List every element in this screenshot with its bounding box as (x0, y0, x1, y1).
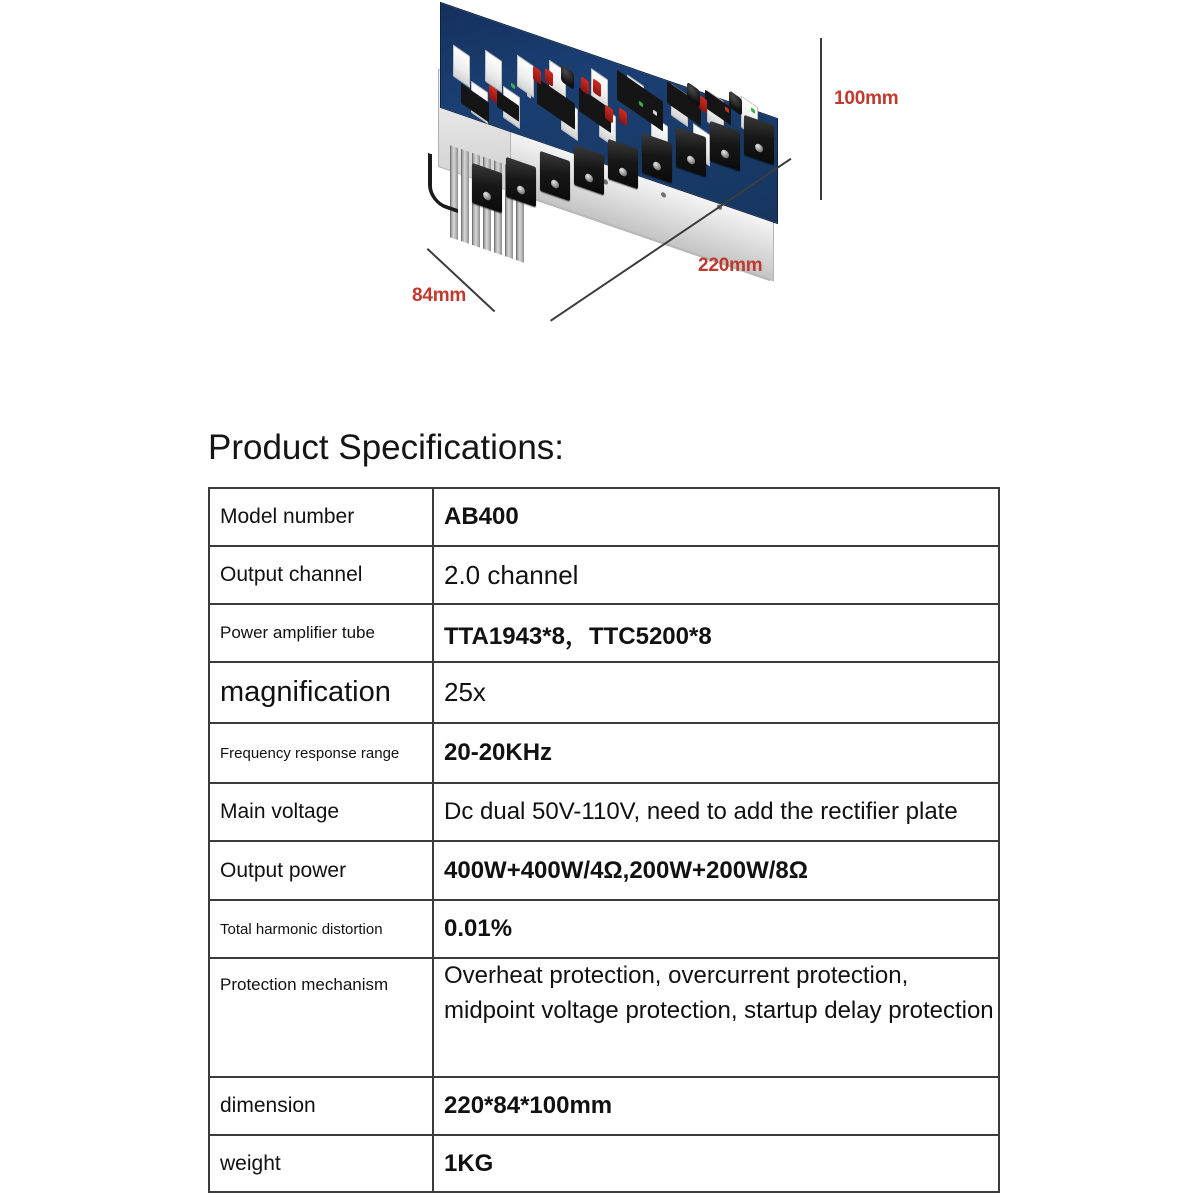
spec-value: TTA1943*8，TTC5200*8 (433, 604, 999, 662)
table-row (209, 604, 999, 662)
spec-key: Frequency response range (209, 723, 433, 783)
spec-key: Output channel (209, 546, 433, 604)
spec-value: 20-20KHz (433, 723, 999, 783)
table-row (209, 900, 999, 958)
product-illustration (390, 0, 950, 350)
table-row (209, 1135, 999, 1192)
depth-dimension-label: 84mm (412, 285, 467, 306)
page-title: Product Specifications: (208, 428, 565, 467)
spec-key: Model number (209, 488, 433, 546)
table-row (209, 723, 999, 783)
table-row (209, 662, 999, 723)
height-dimension-line (820, 38, 822, 200)
table-row (209, 841, 999, 900)
spec-key: dimension (209, 1077, 433, 1135)
spec-key: Output power (209, 841, 433, 900)
length-dimension-label: 220mm (698, 255, 763, 276)
spec-key: Power amplifier tube (209, 604, 433, 662)
spec-key: Protection mechanism (209, 958, 433, 1077)
spec-value: AB400 (433, 488, 999, 546)
table-row (209, 958, 999, 1077)
spec-value: 1KG (433, 1135, 999, 1192)
spec-key: Total harmonic distortion (209, 900, 433, 958)
table-row (209, 546, 999, 604)
height-dimension-label: 100mm (834, 88, 899, 109)
spec-value: Dc dual 50V-110V, need to add the rectifier plate (433, 783, 999, 841)
specifications-table (208, 487, 1000, 1193)
spec-value: Overheat protection, overcurrent protection, midpoint voltage protection, startup delay protection (433, 958, 999, 1077)
table-row (209, 488, 999, 546)
spec-value: 0.01% (433, 900, 999, 958)
product-photo-panel (0, 0, 1200, 400)
spec-key: magnification (209, 662, 433, 723)
spec-value: 25x (433, 662, 999, 723)
spec-value: 220*84*100mm (433, 1077, 999, 1135)
spec-value: 400W+400W/4Ω,200W+200W/8Ω (433, 841, 999, 900)
spec-value: 2.0 channel (433, 546, 999, 604)
spec-key: Main voltage (209, 783, 433, 841)
table-row (209, 783, 999, 841)
table-row (209, 1077, 999, 1135)
power-wire (428, 153, 458, 213)
spec-key: weight (209, 1135, 433, 1192)
